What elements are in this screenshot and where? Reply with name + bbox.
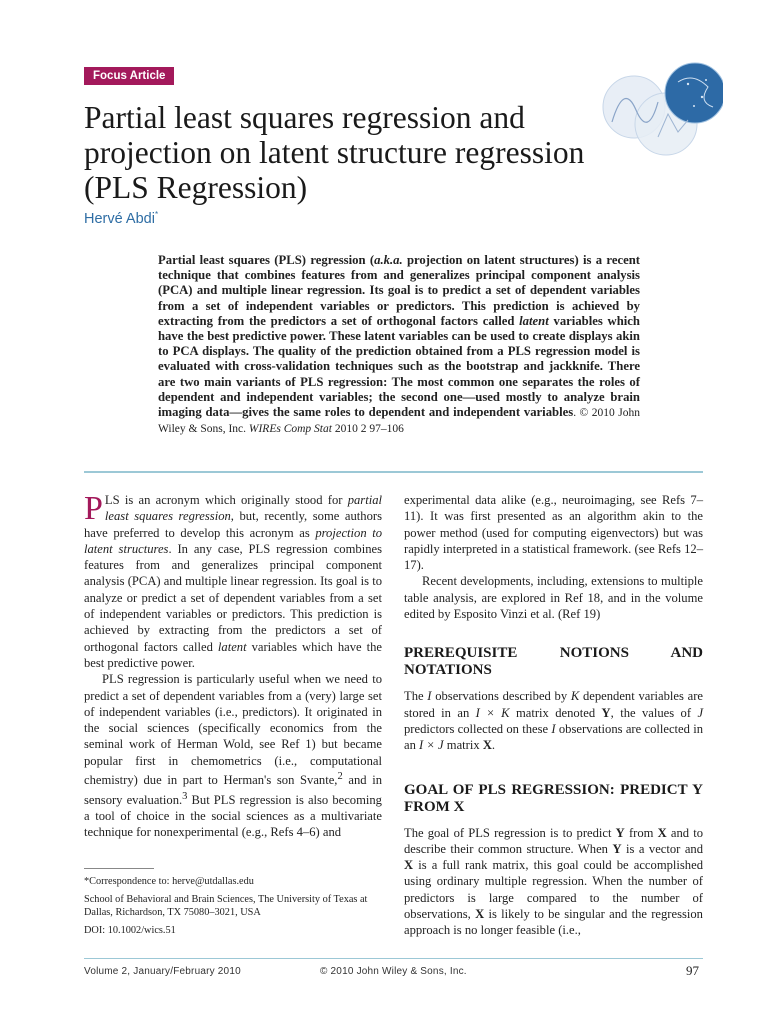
overlapping-circles-logo-icon bbox=[598, 62, 723, 162]
article-title: Partial least squares regression and projection on latent structure regression (PLS Regression) bbox=[84, 100, 585, 205]
goal-X2: X bbox=[404, 858, 414, 873]
abstract-text-1: Partial least squares (PLS) regression ( bbox=[158, 253, 375, 267]
author-name: Hervé Abdi bbox=[84, 210, 155, 227]
intro-text-d: projection to latent structures bbox=[84, 525, 382, 556]
footer-divider bbox=[84, 958, 703, 959]
notation-text-d: matrix denoted bbox=[509, 705, 602, 720]
focus-article-badge: Focus Article bbox=[84, 67, 174, 85]
ref-sup-2: 2 bbox=[337, 771, 343, 783]
affiliation-note: School of Behavioral and Brain Sciences, The University of Texas at Dallas, Richardson, TX 75080–3021, USA bbox=[84, 894, 368, 918]
goal-Y: Y bbox=[615, 825, 625, 840]
notation-IK: I × K bbox=[475, 705, 510, 720]
goal-text-a: The goal of PLS regression is to predict bbox=[404, 825, 616, 840]
right-column bbox=[404, 492, 703, 939]
footer-volume: Volume 2, January/February 2010 bbox=[84, 966, 241, 977]
intro-text-g: variables which have the best predictive power. bbox=[84, 639, 382, 670]
abstract bbox=[158, 253, 640, 437]
developments-paragraph: Recent developments, including, extensions to multiple table analysis, are explored in Ref 18, and in the volume edited by Esposito Vinzi et al. (Ref 19) bbox=[404, 574, 703, 622]
goal-X3: X bbox=[475, 907, 485, 922]
abstract-citation: 2010 2 97–106 bbox=[331, 423, 404, 436]
intro-text-b: partial least squares regression bbox=[104, 493, 382, 524]
goal-Y2: Y bbox=[612, 841, 622, 856]
intro-text-c: , but, recently, some authors have preferred to develop this acronym as bbox=[84, 509, 382, 540]
notation-text-h: matrix bbox=[443, 738, 483, 753]
notation-I2: I bbox=[551, 721, 556, 736]
abstract-latent: latent bbox=[519, 313, 549, 328]
notation-X: X bbox=[482, 738, 492, 753]
heading-goal: GOAL OF PLS REGRESSION: PREDICT Y FROM X bbox=[404, 781, 703, 815]
usefulness-text-c: But PLS regression is also becoming a tool of choice in the social sciences as a multivariate technique for nonexperimental (e.g., Refs 4–6) and bbox=[84, 792, 382, 840]
abstract-text-3: variables which have the best predictive power. These latent variables can be used to create displays akin to PCA displays. The quality of the prediction obtained from a PLS regression model is evaluated with cross-validation techniques such as the bootstrap and jackknife. There are two main variants of PLS regression: The most common one separates the roles of dependent and independent variables; the second one—used mostly to analyze brain imaging data—gives the same roles to dependent and independent variables bbox=[158, 313, 640, 420]
usefulness-text-b: and in sensory evaluation. bbox=[84, 773, 382, 807]
notation-paragraph bbox=[404, 688, 703, 753]
left-column bbox=[84, 492, 382, 841]
usefulness-paragraph bbox=[84, 671, 382, 840]
drop-cap: P bbox=[84, 490, 103, 527]
usefulness-text-a: PLS regression is particularly useful when we need to predict a set of dependent variables from a (very) large set of independent variables (i.e., predictors). It originated in the social sciences (specifically economics from the seminal work of Herman Wold, see Ref 1) but became popular first in chemometrics (i.e., computational chemistry) due in part to Herman's son Svante, bbox=[84, 672, 382, 788]
heading-prerequisites: PREREQUISITE NOTIONS AND NOTATIONS bbox=[404, 645, 703, 679]
notation-text-b: observations described by bbox=[431, 689, 571, 704]
notation-text-g: observations are collected in an bbox=[404, 721, 704, 753]
goal-X: X bbox=[657, 825, 667, 840]
notation-Y: Y bbox=[601, 705, 611, 720]
notation-IJ: I × J bbox=[419, 738, 444, 753]
page-number: 97 bbox=[686, 963, 699, 978]
history-paragraph: experimental data alike (e.g., neuroimaging, see Refs 7–11). It was first presented as an algorithm akin to the power method (used for computing eigenvectors) but was rapidly interpreted in a statistical framework. (see Refs 12–17). bbox=[404, 493, 703, 573]
ref-sup-3: 3 bbox=[182, 790, 188, 802]
goal-text-e: is a full rank matrix, this goal could be accomplished using ordinary multiple regression. When the number of predictors is large compared to the number of observations, bbox=[404, 858, 703, 922]
notation-I: I bbox=[427, 689, 432, 704]
notation-K: K bbox=[570, 689, 580, 704]
intro-text-a: LS is an acronym which originally stood for bbox=[104, 493, 348, 507]
abstract-journal: WIREs Comp Stat bbox=[248, 423, 332, 436]
footnotes bbox=[84, 876, 382, 944]
doi-note: DOI: 10.1002/wics.51 bbox=[84, 925, 176, 937]
author-line bbox=[84, 210, 158, 227]
footer-copyright: © 2010 John Wiley & Sons, Inc. bbox=[320, 966, 467, 977]
author-mark: * bbox=[154, 210, 159, 219]
goal-text-f: is likely to be singular and the regression approach is no longer feasible (i.e., bbox=[404, 907, 703, 938]
abstract-copyright-text: . © 2010 John Wiley & Sons, Inc. bbox=[158, 407, 640, 436]
correspondence-note: *Correspondence to: herve@utdallas.edu bbox=[84, 876, 254, 887]
abstract-aka: a.k.a. bbox=[374, 253, 403, 267]
goal-text-c: and to describe their common structure. When bbox=[404, 825, 704, 856]
footnote-divider bbox=[84, 868, 154, 869]
abstract-divider bbox=[84, 471, 703, 473]
goal-text-d: is a vector and bbox=[621, 841, 704, 856]
intro-text-f: latent bbox=[217, 639, 247, 654]
notation-text-f: predictors collected on these bbox=[404, 721, 552, 736]
notation-text-i: . bbox=[491, 738, 496, 753]
intro-text-e: . In any case, PLS regression combines features from and generalizes principal component analysis (PCA) and multiple linear regression. Its goal is to analyze or predict a set of dependent variables from a set of independent variables or predictors. This prediction is achieved by extracting from the predictors a set of orthogonal factors called bbox=[84, 541, 383, 654]
notation-text-c: dependent variables are stored in an bbox=[404, 689, 703, 720]
notation-text-e: , the values of bbox=[610, 705, 698, 720]
goal-text-b: from bbox=[624, 825, 658, 840]
notation-text-a: The bbox=[404, 689, 428, 704]
goal-paragraph bbox=[404, 825, 703, 939]
intro-paragraph bbox=[84, 492, 382, 671]
abstract-text-2: projection on latent structures) is a recent technique that combines features from and generalizes principal component analysis (PCA) and multiple linear regression. Its goal is to predict a set of dependent variables from a set of independent variables or predictors. This prediction is achieved by extracting from the predictors a set of orthogonal factors called bbox=[158, 253, 641, 328]
notation-J: J bbox=[697, 705, 704, 720]
